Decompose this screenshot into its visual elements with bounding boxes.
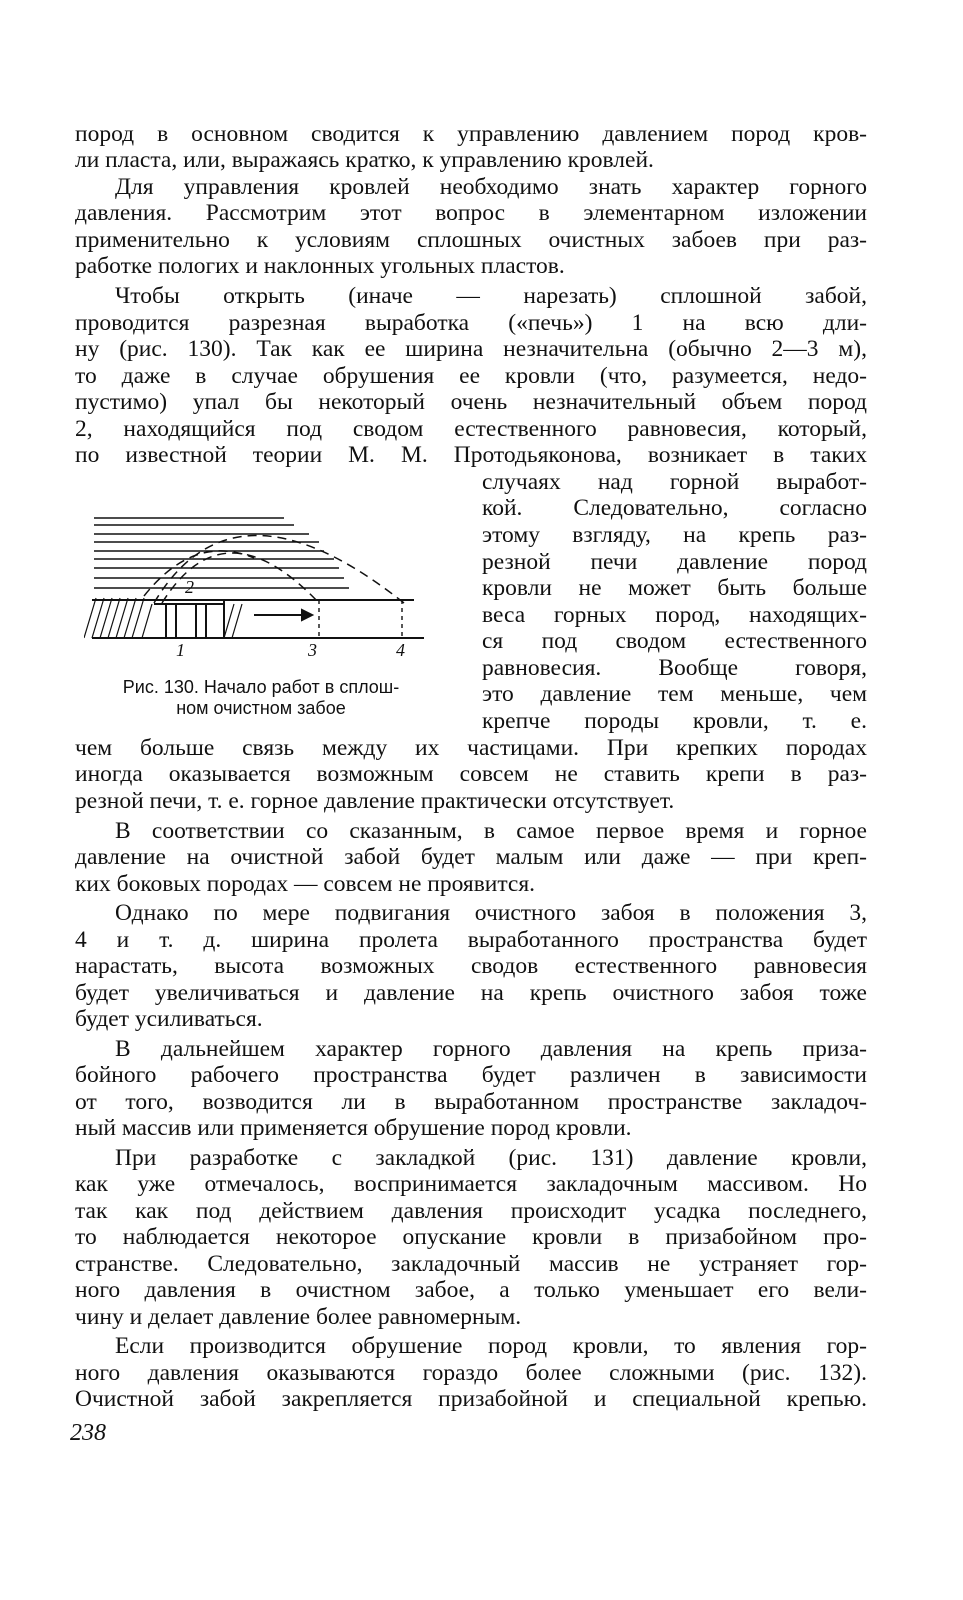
text-line: странстве. Следовательно, закладочный массив не устраняет гор- [75, 1251, 867, 1277]
figure-caption-line: Рис. 130. Начало работ в сплош- [122, 677, 400, 697]
text-line: В дальнейшем характер горного давления на крепь приза- [115, 1036, 867, 1062]
text-line: чину и делает давление более равномерным. [75, 1304, 522, 1330]
text-line: Чтобы открыть (иначе — нарезать) сплошной забой, [115, 283, 867, 309]
text-line: то наблюдается некоторое опускание кровли в призабойном про- [75, 1224, 867, 1250]
figure-label-2: 2 [185, 577, 194, 597]
arch-diagram [84, 478, 434, 668]
text-line: ного давления оказываются гораздо более сложными (рис. 132). [75, 1360, 867, 1386]
text-line: случаях над горной выработ- [482, 469, 867, 495]
text-line: резной печи, т. е. горное давление практически отсутствует. [75, 788, 675, 814]
text-line: ких боковых породах — совсем не проявится. [75, 871, 536, 897]
text-line: этому взгляду, на крепь раз- [482, 522, 867, 548]
figure-label-1: 1 [176, 640, 185, 660]
text-line: 4 и т. д. ширина пролета выработанного пространства будет [75, 927, 867, 953]
text-line: 2, находящийся под сводом естественного равновесия, который, [75, 416, 867, 442]
figure-130-diagram [84, 478, 434, 673]
text-line: кровли не может быть больше [482, 575, 867, 601]
text-line: ный массив или применяется обрушение пород кровли. [75, 1115, 632, 1141]
text-line: Очистной забой закрепляется призабойной и специальной крепью. [75, 1386, 867, 1412]
text-line: Если производится обрушение пород кровли, то явления гор- [115, 1333, 867, 1359]
text-line: от того, возводится ли в выработанном пространстве закладоч- [75, 1089, 867, 1115]
text-line: равновесия. Вообще говоря, [482, 655, 867, 681]
text-line: ного давления в очистном забое, а только уменьшает его вели- [75, 1277, 867, 1303]
text-line: При разработке с закладкой (рис. 131) давление кровли, [115, 1145, 867, 1171]
figure-label-4: 4 [396, 640, 405, 660]
text-line: крепче породы кровли, т. е. [482, 708, 867, 734]
text-line: работке пологих и наклонных угольных пластов. [75, 253, 565, 279]
text-line: проводится разрезная выработка («печь») 1 на всю дли- [75, 310, 867, 336]
text-line: Для управления кровлей необходимо знать характер горного [115, 174, 867, 200]
text-line: будет увеличиваться и давление на крепь очистного забоя тоже [75, 980, 867, 1006]
text-line: пустимо) упал бы некоторый очень незначительный объем пород [75, 389, 867, 415]
text-line: В соответствии со сказанным, в самое первое время и горное [115, 818, 867, 844]
text-line: это давление тем меньше, чем [482, 681, 867, 707]
text-line: ну (рис. 130). Так как ее ширина незначительна (обычно 2—3 м), [75, 336, 867, 362]
text-line: будет усиливаться. [75, 1006, 263, 1032]
text-line: пород в основном сводится к управлению давлением пород кров- [75, 121, 867, 147]
text-line: Однако по мере подвигания очистного забоя в положения 3, [115, 900, 867, 926]
text-line: резной печи давление пород [482, 549, 867, 575]
text-line: применительно к условиям сплошных очистных забоев при раз- [75, 227, 867, 253]
page-number: 238 [70, 1420, 106, 1446]
text-line: чем больше связь между их частицами. При крепких породах [75, 735, 867, 761]
text-line: бойного рабочего пространства будет различен в зависимости [75, 1062, 867, 1088]
text-line: то даже в случае обрушения ее кровли (что, разумеется, недо- [75, 363, 867, 389]
text-line: давление на очистной забой будет малым или даже — при креп- [75, 844, 867, 870]
text-line: веса горных пород, находящих- [482, 602, 867, 628]
text-line: так как под действием давления происходит усадка последнего, [75, 1198, 867, 1224]
text-line: давления. Рассмотрим этот вопрос в элементарном изложении [75, 200, 867, 226]
figure-caption-line: ном очистном забое [176, 698, 346, 718]
text-line: иногда оказывается возможным совсем не ставить крепи в раз- [75, 761, 867, 787]
text-line: нарастать, высота возможных сводов естественного равновесия [75, 953, 867, 979]
text-line: по известной теории М. М. Протодьяконова, возникает в таких [75, 442, 867, 468]
text-line: ся под сводом естественного [482, 628, 867, 654]
text-line: кой. Следовательно, согласно [482, 495, 867, 521]
figure-label-3: 3 [308, 640, 317, 660]
text-line: как уже отмечалось, воспринимается закладочным массивом. Но [75, 1171, 867, 1197]
text-line: ли пласта, или, выражаясь кратко, к управлению кровлей. [75, 147, 654, 173]
